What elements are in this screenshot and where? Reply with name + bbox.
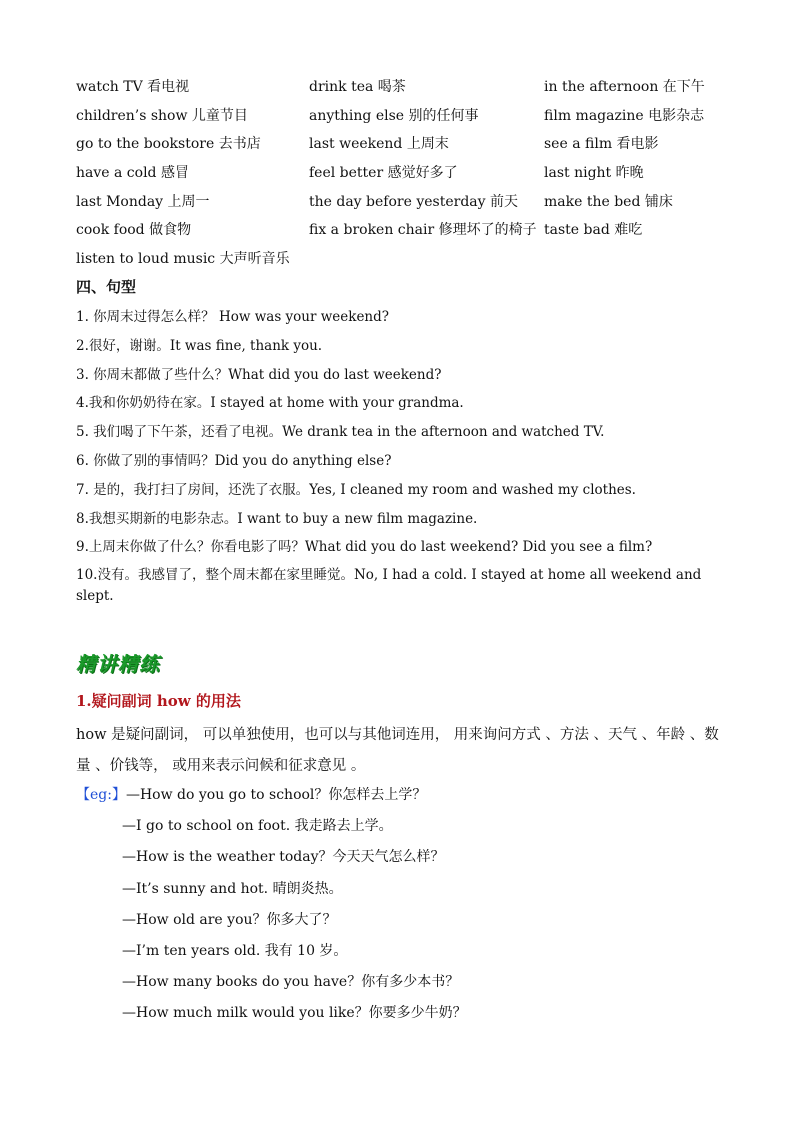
vocab-item: taste bad 难吃 — [544, 222, 643, 239]
example-text: —How do you go to school？你怎样去上学？ — [125, 787, 427, 803]
sentence-item: 2.很好，谢谢。It was fine, thank you. — [76, 337, 323, 354]
vocab-item: last weekend 上周末 — [309, 136, 449, 153]
vocab-item: fix a broken chair 修理坏了的椅子 — [309, 222, 537, 239]
vocab-item: last Monday 上周一 — [76, 193, 210, 210]
vocab-item: cook food 做食物 — [76, 222, 192, 239]
vocab-item: see a film 看电影 — [544, 136, 659, 153]
vocab-item: last night 昨晚 — [544, 165, 644, 182]
vocabulary-table — [76, 76, 736, 277]
sentence-item: 3. 你周末都做了些什么？What did you do last weekend? — [76, 366, 442, 383]
example-line: —How much milk would you like？你要多少牛奶？ — [122, 1005, 467, 1022]
example-line: —I’m ten years old. 我有 10 岁。 — [122, 942, 348, 959]
section-title: 精讲精练 — [76, 652, 160, 676]
vocab-item: anything else 别的任何事 — [309, 107, 479, 124]
sentence-item: 9.上周末你做了什么？你看电影了吗？What did you do last weekend? Did you see a film? — [76, 539, 653, 556]
vocab-row — [76, 248, 736, 277]
vocab-item: make the bed 铺床 — [544, 193, 673, 210]
sentence-item: 10.没有。我感冒了，整个周末都在家里睡觉。No, I had a cold. I stayed at home all weekend and slept. — [76, 567, 702, 605]
vocab-item: watch TV 看电视 — [76, 79, 190, 95]
example-line: —I go to school on foot. 我走路去上学。 — [122, 818, 393, 835]
sentence-item: 4.我和你奶奶待在家。I stayed at home with your grandma. — [76, 395, 464, 412]
sentence-item: 6. 你做了别的事情吗？Did you do anything else? — [76, 452, 392, 469]
sentence-patterns-heading: 四、句型 — [76, 278, 137, 296]
sentence-list — [76, 306, 726, 614]
vocab-row — [76, 191, 736, 220]
vocab-item: listen to loud music 大声听音乐 — [76, 251, 290, 268]
vocab-item: have a cold 感冒 — [76, 165, 189, 182]
vocab-row — [76, 162, 736, 191]
vocab-item: drink tea 喝茶 — [309, 79, 406, 95]
vocab-row — [76, 219, 736, 248]
example-line: —How is the weather today？今天天气怎么样？ — [122, 849, 445, 866]
vocab-item: children’s show 儿童节目 — [76, 107, 248, 124]
vocab-row — [76, 133, 736, 162]
vocab-row — [76, 105, 736, 134]
example-list — [76, 784, 726, 1034]
vocab-item: feel better 感觉好多了 — [309, 165, 458, 182]
sentence-item: 8.我想买期新的电影杂志。I want to buy a new film magazine. — [76, 510, 478, 527]
vocab-item: the day before yesterday 前天 — [309, 193, 518, 210]
example-line: —It’s sunny and hot. 晴朗炎热。 — [122, 880, 343, 897]
eg-label: 【eg:】 — [76, 787, 126, 803]
example-line — [76, 784, 726, 815]
sentence-item: 7. 是的，我打扫了房间，还洗了衣服。Yes, I cleaned my room and washed my clothes. — [76, 481, 636, 498]
explanation-paragraph: how 是疑问副词， 可以单独使用，也可以与其他词连用， 用来询问方式 、方法 、天气 、年龄 、数量 、价钱等， 或用来表示问候和征求意见 。 — [76, 727, 719, 774]
vocab-row — [76, 76, 736, 105]
vocab-item: film magazine 电影杂志 — [544, 107, 705, 124]
example-line: —How old are you？你多大了？ — [122, 911, 337, 928]
vocab-item: in the afternoon 在下午 — [544, 79, 705, 95]
vocab-item: go to the bookstore 去书店 — [76, 136, 261, 153]
subsection-title: 1.疑问副词 how 的用法 — [76, 692, 241, 710]
example-line: —How many books do you have？你有多少本书？ — [122, 974, 460, 991]
sentence-item: 1. 你周末过得怎么样？ How was your weekend? — [76, 309, 390, 325]
sentence-item: 5. 我们喝了下午茶，还看了电视。We drank tea in the afternoon and watched TV. — [76, 424, 605, 441]
